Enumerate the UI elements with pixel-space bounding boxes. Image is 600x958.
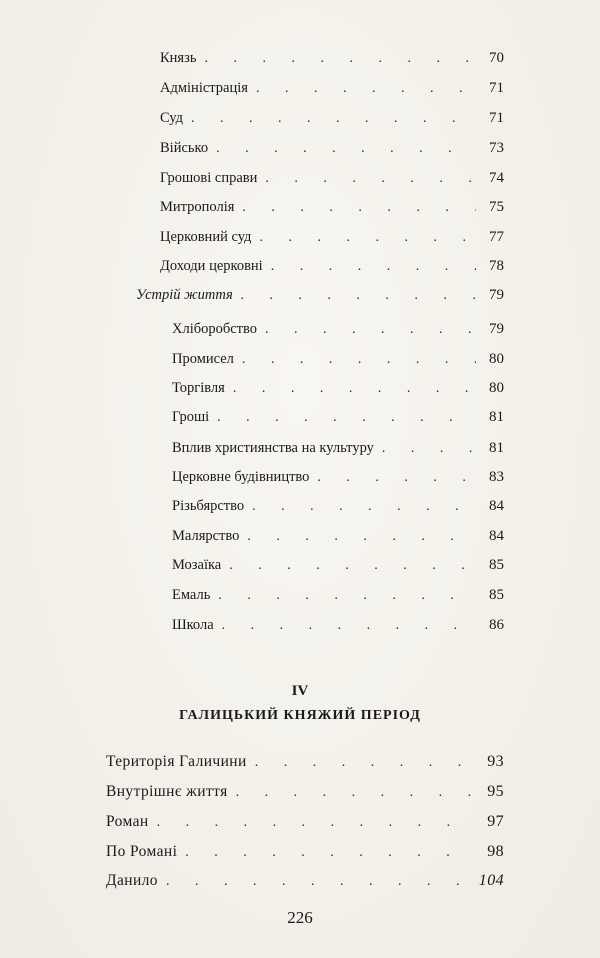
toc-entry [172,440,504,464]
dot-leader [242,352,476,368]
dot-leader [382,441,476,457]
dot-leader [256,81,476,97]
dot-leader [259,230,476,246]
toc-entry-page: 71 [489,80,504,96]
toc-entry [106,813,504,837]
toc-entry-label: Доходи церковні [160,258,263,274]
toc-entry-page: 97 [487,813,504,830]
toc-entry-page: 86 [489,617,504,633]
dot-leader [265,322,476,338]
toc-entry [160,258,504,282]
toc-entry-label: Князь [160,50,197,66]
dot-leader [236,785,476,801]
dot-leader [242,200,476,216]
toc-entry-page: 98 [487,843,504,860]
toc-entry [172,380,504,404]
dot-leader [229,558,476,574]
toc-entry-page: 104 [478,872,504,889]
toc-entry [172,469,504,493]
toc-entry-label: Малярство [172,528,240,544]
toc-entry [160,229,504,253]
dot-leader [255,755,476,771]
toc-entry [106,783,504,807]
toc-entry [160,50,504,74]
toc-entry-page: 81 [489,409,504,425]
toc-entry-label: Торгівля [172,380,225,396]
toc-entry-page: 83 [489,469,504,485]
toc-entry-label: Військо [160,140,209,156]
toc-entry-page: 73 [489,140,504,156]
dot-leader [217,410,476,426]
dot-leader [216,141,476,157]
dot-leader [185,845,476,861]
toc-entry-page: 71 [489,110,504,126]
dot-leader [252,499,476,515]
dot-leader [222,618,476,634]
toc-entry-page: 70 [489,50,504,66]
toc-entry-label: Церковний суд [160,229,252,245]
toc-entry-page: 93 [487,753,504,770]
toc-entry-page: 79 [489,287,504,303]
toc-entry-page: 75 [489,199,504,215]
toc-entry-page: 77 [489,229,504,245]
toc-entry [160,110,504,134]
toc-entry-label: Школа [172,617,214,633]
toc-entry [160,140,504,164]
toc-entry-label: Територія Галичини [106,753,247,770]
toc-entry-label: Різьбярство [172,498,245,514]
dot-leader [218,588,476,604]
chapter-numeral: IV [291,683,309,699]
toc-entry [172,528,504,552]
dot-leader [157,815,476,831]
toc-entry-label: Суд [160,110,184,126]
toc-entry-label: Мозаїка [172,557,222,573]
toc-subsection-heading [136,287,504,311]
toc-entry-label: Роман [106,813,149,830]
toc-entry [172,587,504,611]
dot-leader [191,111,476,127]
toc-entry-label: Промисел [172,351,234,367]
toc-entry [160,80,504,104]
toc-entry-label: Грошові справи [160,170,258,186]
toc-entry-label: Митрополія [160,199,235,215]
toc-entry-page: 81 [489,440,504,456]
toc-entry-label: Данило [106,872,158,889]
dot-leader [204,51,476,67]
toc-entry-page: 95 [487,783,504,800]
toc-entry-label: Церковне будівництво [172,469,310,485]
toc-entry-label: Адміністрація [160,80,248,96]
toc-entry-page: 85 [489,557,504,573]
toc-entry [106,872,504,896]
dot-leader [241,288,476,304]
toc-entry-label: Емаль [172,587,211,603]
toc-entry-page: 84 [489,528,504,544]
toc-entry-page: 84 [489,498,504,514]
toc-entry-page: 79 [489,321,504,337]
toc-entry-label: Устрій життя [136,287,233,303]
toc-entry [160,199,504,223]
toc-entry [106,753,504,777]
toc-entry-page: 80 [489,351,504,367]
toc-entry-label: Хліборобство [172,321,258,337]
toc-entry-label: По Романі [106,843,178,860]
toc-entry [172,557,504,581]
toc-entry [172,351,504,375]
toc-entry-page: 78 [489,258,504,274]
toc-entry-page: 80 [489,380,504,396]
toc-entry [172,409,504,433]
toc-entry-label: Внутрішнє життя [106,783,228,800]
chapter-title: ГАЛИЦЬКИЙ КНЯЖИЙ ПЕРІОД [179,708,421,723]
toc-entry-page: 74 [489,170,504,186]
toc-entry [106,843,504,867]
toc-entry-page: 85 [489,587,504,603]
dot-leader [233,381,476,397]
dot-leader [166,874,476,890]
dot-leader [271,259,476,275]
toc-entry [172,498,504,522]
toc-entry-label: Гроші [172,409,210,425]
dot-leader [247,529,476,545]
dot-leader [265,171,476,187]
toc-entry [172,617,504,641]
toc-entry [172,321,504,345]
dot-leader [317,470,476,486]
page-number: 226 [287,908,313,927]
toc-entry [160,170,504,194]
toc-entry-label: Вплив християнства на культуру [172,440,374,456]
